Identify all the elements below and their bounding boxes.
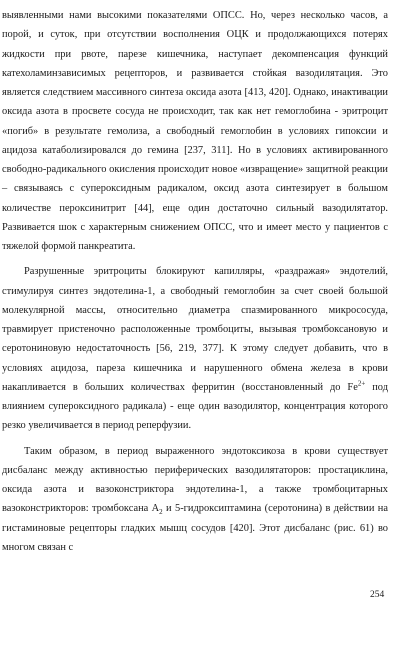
paragraph-run: выявленными нами высокими показателями ОПСС. Но, через несколько часов, а порой, и суток, при отсутствии восполнения ОЦК и продолжающихся потерях жидкости при рвоте, парезе кишечника, наступает декомпенсация функций катехоламинзависимых рецепторов, и развивается стойкая вазодилятация. Это является следствием массивного синтеза оксида азота [413, 420]. Однако, инактивации оксида азота в просвете сосуда не происходит, так как нет гемоглобина - эритроцит «погиб» в результате гемолиза, а свободный гемоглобин в условиях гипоксии и ацидоза катаболизировался до гемина [237, 311]. Но в условиях активированного свободно-радикального окисления происходит новое «извращение» защитной реакции – связываясь с супероксидным радикалом, оксид азота синтезирует в большом количестве пероксинитрит [44], еще один достаточно сильный вазодилятатор. Развивается шок с характерным снижением ОПСС, что и имеет место у пациентов с тяжелой формой панкреатита. <box>2 10 388 252</box>
paragraph <box>2 442 388 558</box>
paragraph-run: 2 <box>159 508 163 517</box>
paragraph-run: Разрушенные эритроциты блокируют капилляры, «раздражая» эндотелий, стимулируя синтез эндотелина-1, а свободный гемоглобин за счет своей большой молекулярной массы, относительно диаметра спазмированного микрососуда, травмирует пристеночно расположенные тромбоциты, вызывая тромбоксановую и серотониновую недостаточность [56, 219, 377]. К этому следует добавить, что в условиях ацидоза, пареза кишечника и нарушенного обмена железа в крови накапливается в больших количествах ферритин (восстановленный до Fe <box>2 266 388 393</box>
document-body <box>2 6 388 557</box>
page-number: 254 <box>370 590 385 600</box>
paragraph <box>2 6 388 256</box>
paragraph <box>2 262 388 435</box>
paragraph-run: 2+ <box>357 379 366 388</box>
paragraph-run: Таким образом, в период выраженного эндотоксикоза в крови существует дисбаланс между активностью периферических вазодилятаторов: простациклина, оксида азота и вазоконстриктора эндотелина-1, а также тромбоцитарных вазоконстрикторов: тромбоксана А <box>2 445 388 515</box>
paragraph-run: и 5-гидроксиптамина (серотонина) в действии на гистаминовые рецепторы гладких мышц сосудов [420]. Этот дисбаланс (рис. 61) во многом связан с <box>2 503 388 553</box>
paragraph-run: под влиянием супероксидного радикала) - еще один вазодилятор, концентрация которого резко увеличивается в период реперфузии. <box>2 381 388 432</box>
